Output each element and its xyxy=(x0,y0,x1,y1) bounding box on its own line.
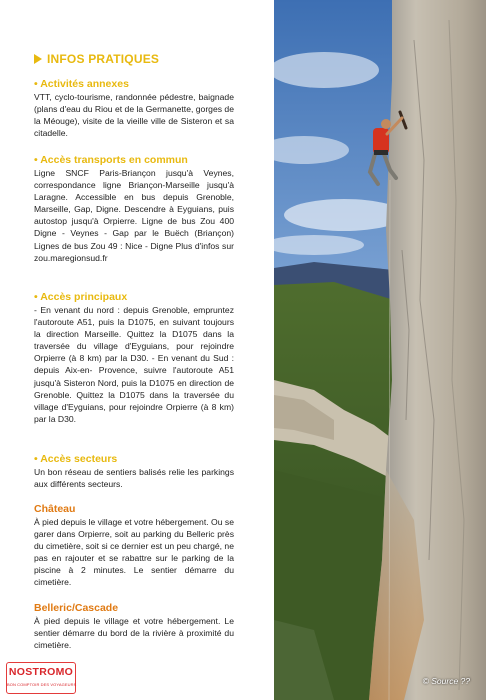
section-title-text: INFOS PRATIQUES xyxy=(47,52,160,66)
climbing-photo-illustration xyxy=(274,0,486,700)
section-title xyxy=(34,52,159,66)
info-subheading: Belleric/Cascade xyxy=(34,602,119,614)
info-block-main-access xyxy=(34,291,234,425)
triangle-bullet-icon xyxy=(34,54,42,64)
info-body: Un bon réseau de sentiers balisés relie les parkings aux différents secteurs. xyxy=(34,467,234,490)
info-block-sector-access xyxy=(34,453,234,490)
info-heading: • Activités annexes xyxy=(34,78,129,90)
info-heading: • Accès secteurs xyxy=(34,453,118,465)
info-subheading: Château xyxy=(34,503,76,515)
info-body: Ligne SNCF Paris-Briançon jusqu'à Veynes, correspondance ligne Briançon-Marseille jusqu'à Laragne. Accessible en bus depuis Grenoble, Marseille, Gap, Digne. Descendre à Eyguians, puis autostop jusqu'à Orpierre. Ligne de bus Zou 400 Digne - Veynes - Gap par le Buëch (Briançon) Lignes de bus Zou 49 : Nice - Digne Plus d'infos sur zou.maregionsud.fr xyxy=(34,168,234,263)
info-body: À pied depuis le village et votre hébergement. Le sentier démarre du bord de la rivière à proximité du cimetière. xyxy=(34,616,234,651)
climbing-photo xyxy=(274,0,486,700)
logo-tagline: BON COMPTOIR DES VOYAGEURS xyxy=(7,682,77,687)
logo-name: NOSTROMO xyxy=(8,666,74,678)
info-block-activities xyxy=(34,78,234,139)
info-body: VTT, cyclo-tourisme, randonnée pédestre, baignade (plans d'eau du Riou et de la Germanette, gorges de la Méouge), visite de la vieille ville de Sisteron et sa citadelle. xyxy=(34,92,234,139)
info-block-chateau xyxy=(34,503,234,589)
nostromo-logo xyxy=(6,662,76,694)
info-body: - En venant du nord : depuis Grenoble, empruntez l'autoroute A51, puis la D1075, en suivant toujours la direction Marseille. Quittez la D1075 dans la traversée du village d'Eyguians, pour rejoindre Orpierre (à 8 km) par la D30. - En venant du Sud : depuis Aix-en- Provence, suivre l'autoroute A51 jusqu'à Sisteron Nord, puis la D1075 en direction de Grenoble. Quittez la D1075 dans la traversée du village d'Eyguians, pour rejoindre Orpierre (à 8 km) par la D30. xyxy=(34,305,234,424)
info-heading: • Accès principaux xyxy=(34,291,128,303)
info-block-public-transport xyxy=(34,154,234,264)
info-heading: • Accès transports en commun xyxy=(34,154,188,166)
info-block-belleric xyxy=(34,602,234,651)
info-body: À pied depuis le village et votre hébergement. Ou se garer dans Orpierre, soit au parking du Belleric près du cimetière, soit si ce dernier est un peu chargé, ne pas en rajouter et se rabattre sur le parking de la piscine à 2 minutes. Le sentier démarre du cimetière. xyxy=(34,517,234,588)
photo-credit: © Source ?? xyxy=(422,676,470,686)
